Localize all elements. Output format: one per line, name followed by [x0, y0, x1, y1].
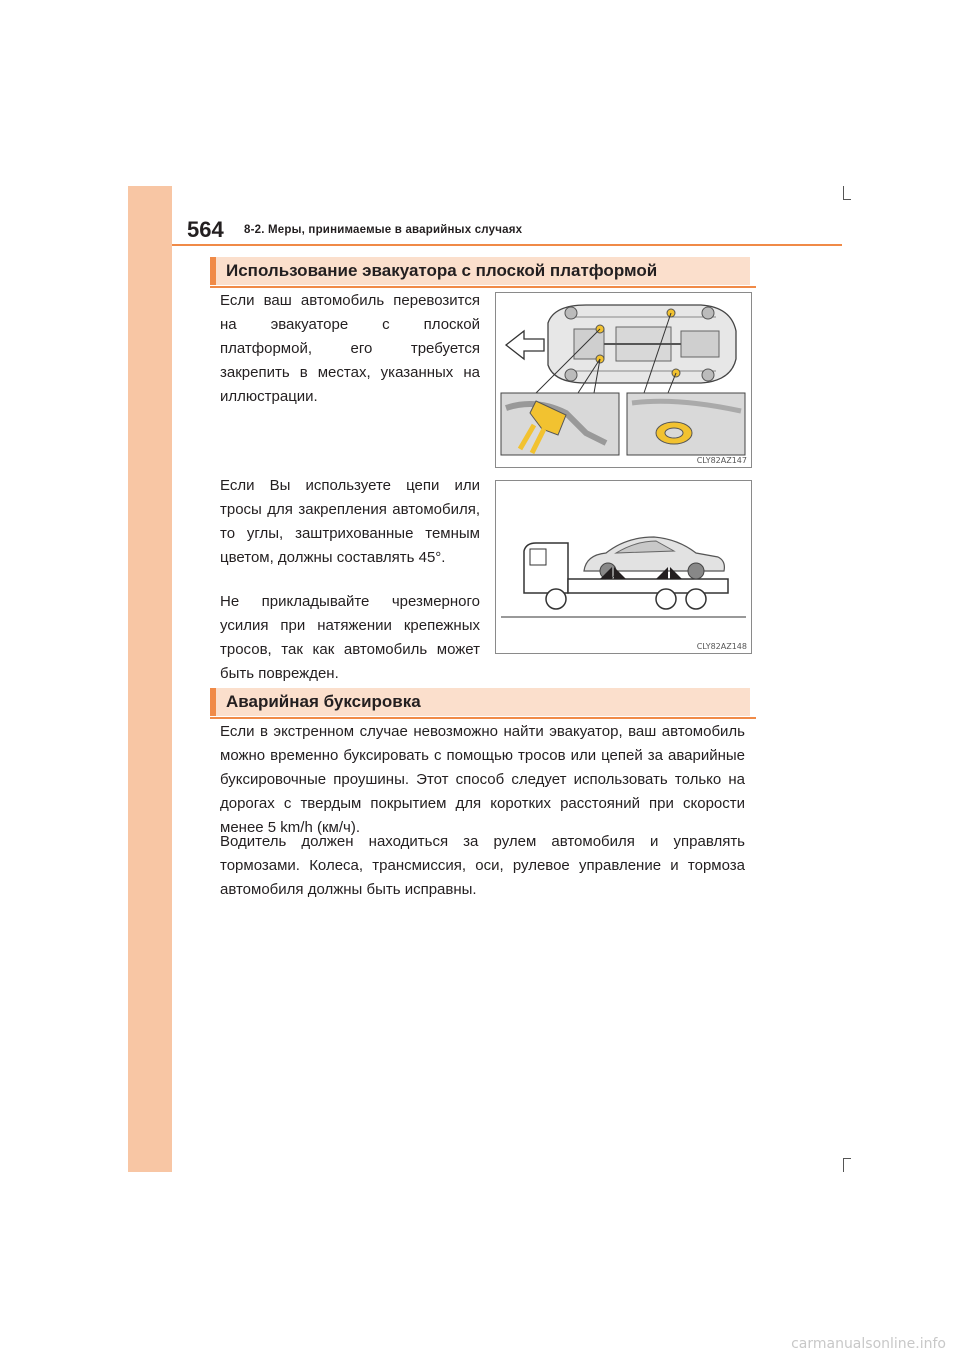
paragraph: Не прикладывайте чрезмерного усилия при натяжении крепежных тросов, так как автомобиль может быть поврежден. — [220, 593, 480, 682]
section-heading-underline — [210, 717, 756, 719]
side-tab-band — [128, 186, 172, 1172]
crop-mark — [843, 1158, 844, 1172]
paragraph: Если ваш автомобиль перевозится на эвакуаторе с плоской платформой, его требуется закрепить в местах, указанных на иллюстрации. — [220, 292, 480, 405]
watermark: carmanualsonline.info — [791, 1336, 946, 1352]
section-heading-label: Аварийная буксировка — [226, 692, 421, 711]
crop-mark — [843, 1158, 851, 1159]
chapter-title: 8-2. Меры, принимаемые в аварийных случаях — [244, 224, 523, 236]
header-rule — [172, 244, 842, 246]
paragraph: Если в экстренном случае невозможно найти эвакуатор, ваш автомобиль можно временно буксировать с помощью тросов или цепей за аварийные буксировочные проушины. Этот способ следует использовать только на дорогах с твердым покрытием для коротких расстояний при скорости менее 5 km/h (км/ч). — [220, 723, 745, 836]
figure-flatbed-truck — [495, 480, 752, 654]
page-number: 564 — [187, 217, 224, 242]
figure-tie-down-points — [495, 292, 752, 468]
section-heading-flatbed — [210, 257, 750, 285]
crop-mark — [843, 186, 844, 200]
car-underbody-tie-down-points-icon — [496, 293, 751, 467]
crop-mark — [843, 199, 851, 200]
flatbed-truck-with-car-icon — [496, 481, 751, 653]
paragraph: Если Вы используете цепи или тросы для закрепления автомобиля, то углы, заштрихованные темным цветом, должны составлять 45°. — [220, 477, 480, 566]
section-heading-underline — [210, 286, 756, 288]
figure-code: CLY82AZ147 — [696, 456, 747, 465]
paragraph: Водитель должен находиться за рулем автомобиля и управлять тормозами. Колеса, трансмиссия, оси, рулевое управление и тормоза автомобиля должны быть исправны. — [220, 833, 745, 898]
section-heading-emergency-towing — [210, 688, 750, 716]
section-heading-label: Использование эвакуатора с плоской платформой — [226, 261, 658, 280]
figure-code: CLY82AZ148 — [696, 642, 747, 651]
